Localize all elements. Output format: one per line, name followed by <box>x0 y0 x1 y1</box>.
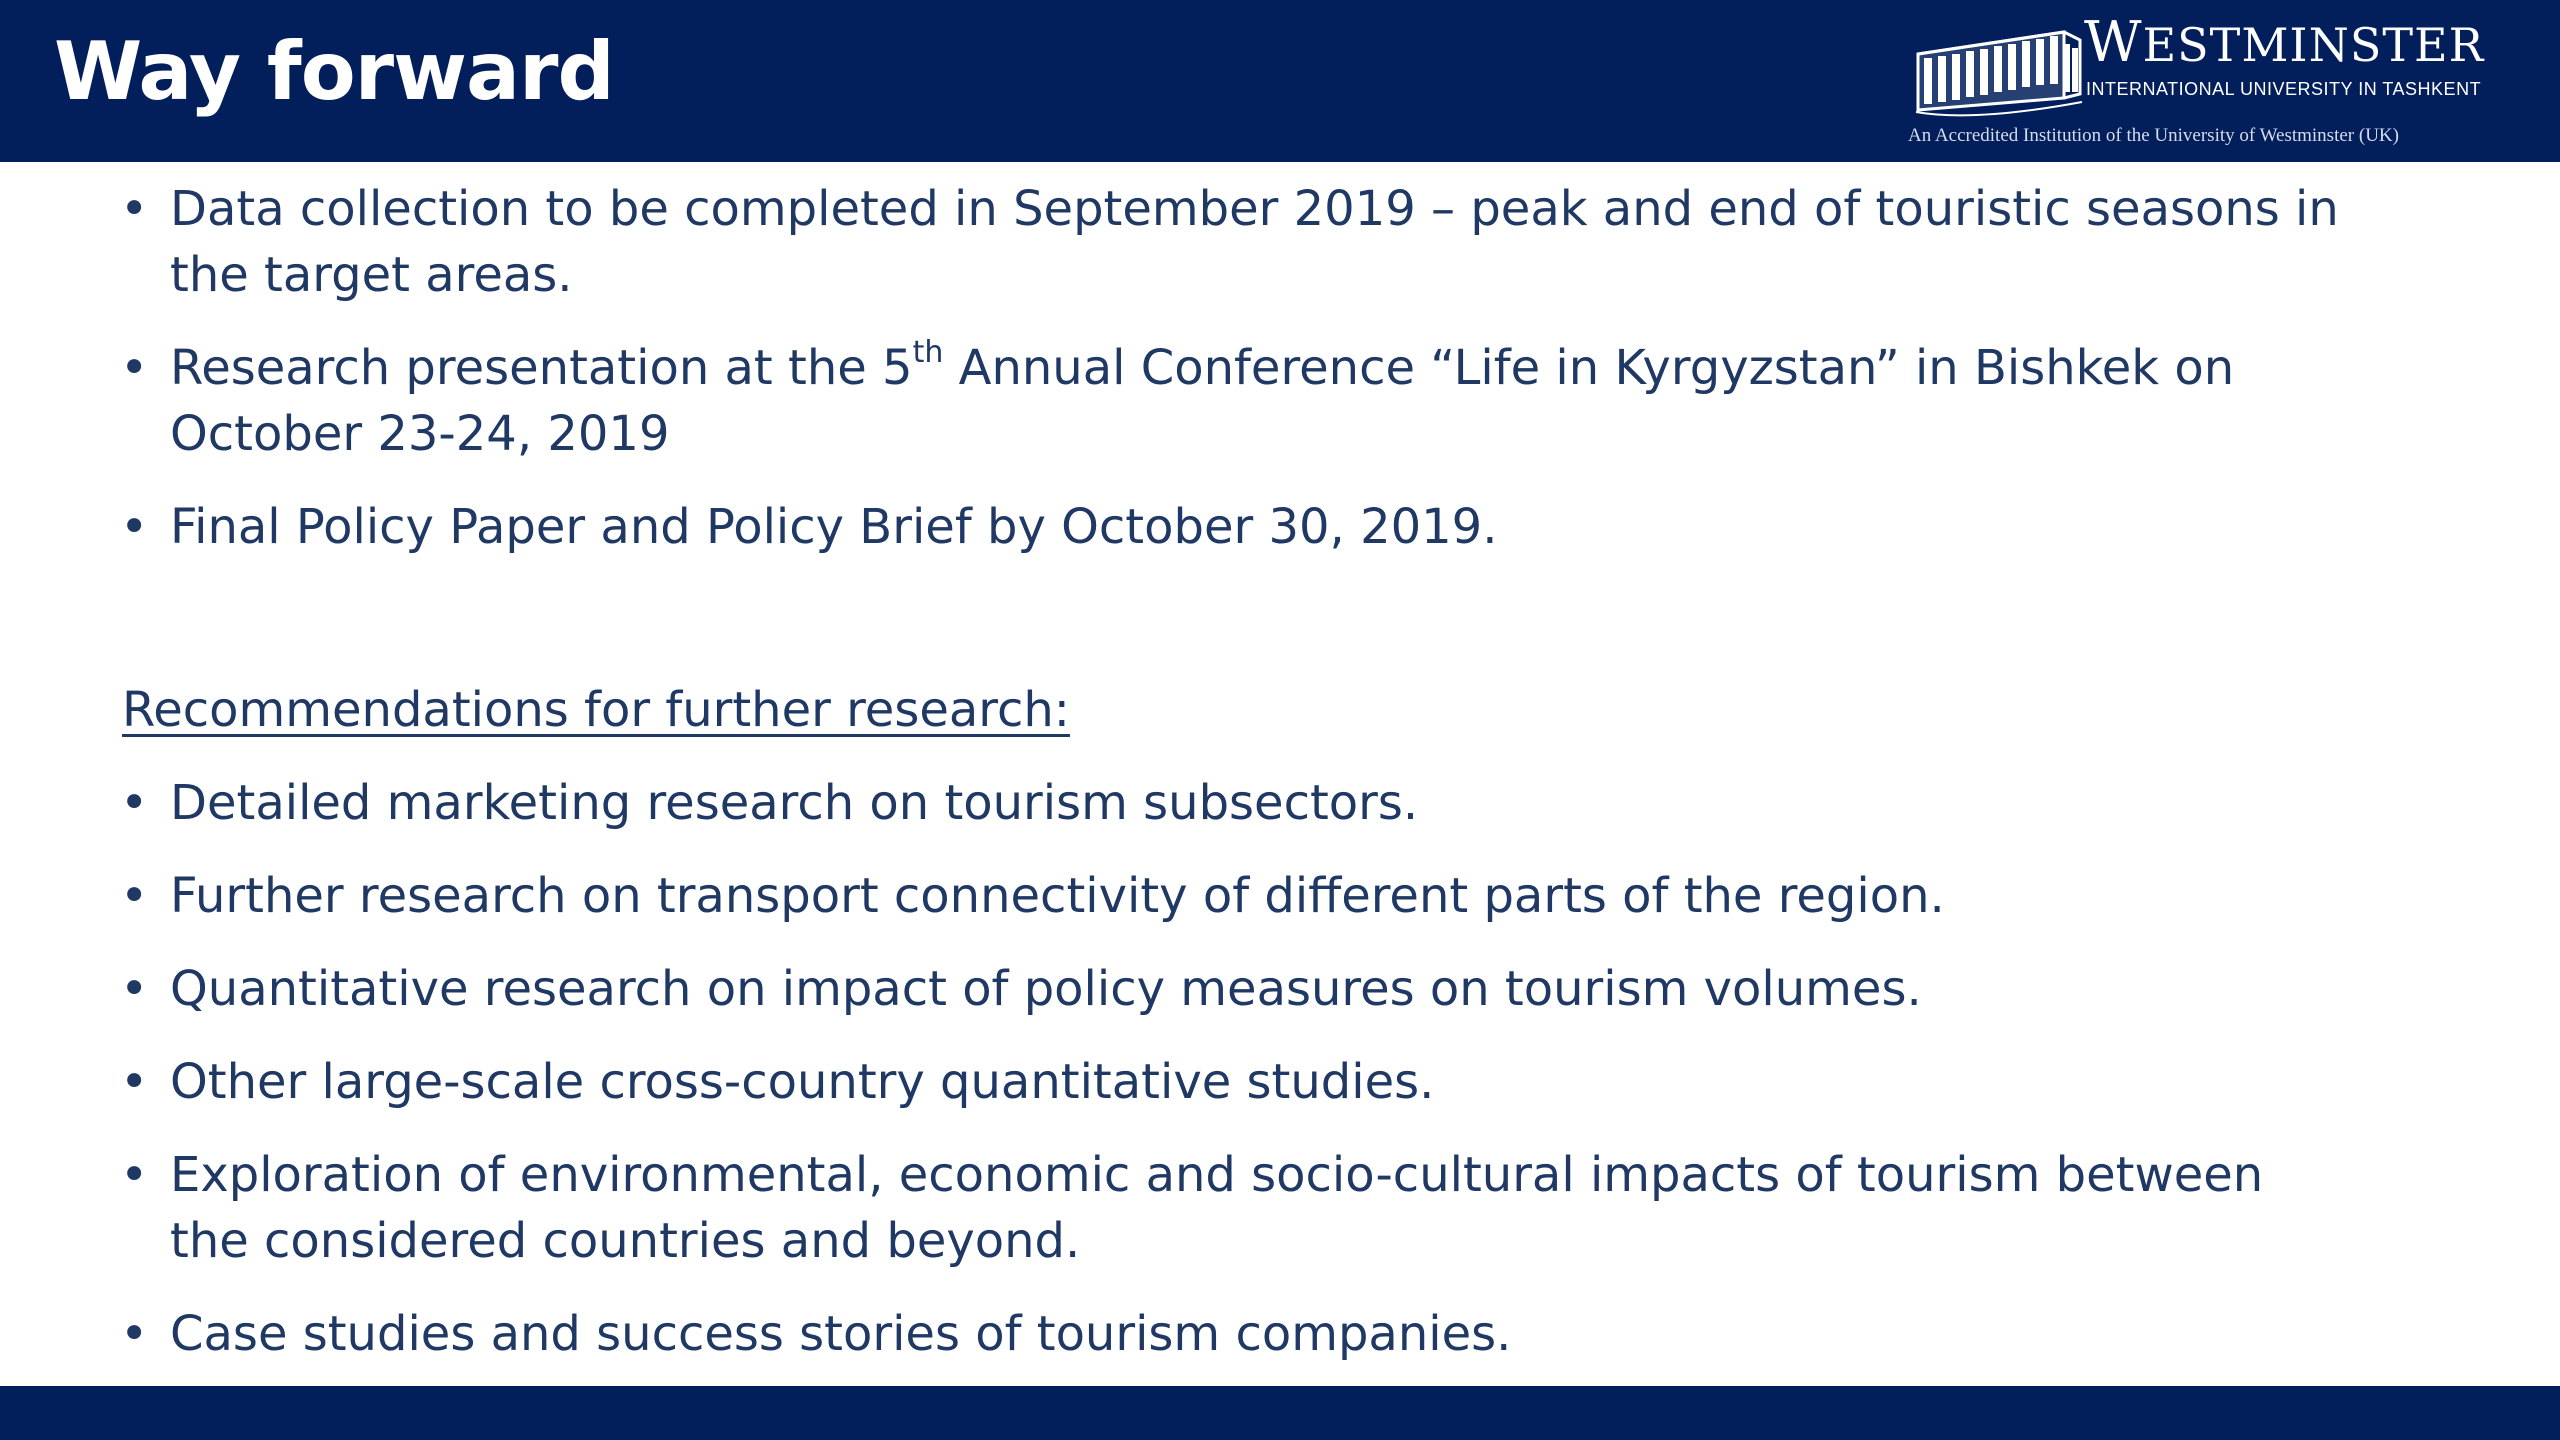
list-item-line1: Case studies and success stories of tourism companies. <box>170 1306 1512 1362</box>
bullet: • <box>120 1147 149 1203</box>
list-item <box>120 863 2420 929</box>
recommendations-heading: Recommendations for further research: <box>122 682 1070 738</box>
logo-name-rest: ESTMINSTER <box>2142 18 2485 72</box>
list-item-line1: Further research on transport connectivity of different parts of the region. <box>170 868 1945 924</box>
bullet: • <box>120 499 149 555</box>
list-item <box>120 956 2420 1022</box>
list-item <box>120 176 2420 308</box>
list-item-line1 <box>170 335 2420 401</box>
list-item-line1: Data collection to be completed in September 2019 – peak and end of touristic seasons in <box>170 181 2339 237</box>
bullet: • <box>120 868 149 924</box>
logo-subtitle: INTERNATIONAL UNIVERSITY IN TASHKENT <box>2086 79 2482 99</box>
list-item <box>120 335 2420 467</box>
list-item-line2: October 23-24, 2019 <box>170 406 670 462</box>
list-item <box>120 770 2420 836</box>
bullet: • <box>120 775 149 831</box>
bullet: • <box>120 340 149 396</box>
list-item-line1: Quantitative research on impact of policy measures on tourism volumes. <box>170 961 1922 1017</box>
bullet: • <box>120 181 149 237</box>
logo-tagline: An Accredited Institution of the University of Westminster (UK) <box>1908 125 2399 146</box>
list-item <box>120 1049 2420 1115</box>
list-item-line2: the considered countries and beyond. <box>170 1213 1081 1269</box>
bullet: • <box>120 961 149 1017</box>
list-item-line1: Detailed marketing research on tourism subsectors. <box>170 775 1419 831</box>
list-item-line1: Final Policy Paper and Policy Brief by October 30, 2019. <box>170 499 1498 555</box>
list-item-line1: Other large-scale cross-country quantitative studies. <box>170 1054 1435 1110</box>
bullet: • <box>120 1306 149 1362</box>
list-item-text: Research presentation at the 5 <box>170 340 913 396</box>
slide-title: Way forward <box>54 25 614 118</box>
list-item <box>120 1142 2420 1274</box>
list-item <box>120 494 2420 560</box>
ordinal-superscript: th <box>912 335 944 370</box>
list-item-line1: Exploration of environmental, economic and socio-cultural impacts of tourism between <box>170 1147 2264 1203</box>
list-item-text: Annual Conference “Life in Kyrgyzstan” in Bishkek on <box>943 340 2235 396</box>
logo-initial: W <box>2084 10 2143 75</box>
slide-footer-bar <box>0 1386 2560 1440</box>
list-item <box>120 1301 2420 1367</box>
bullet: • <box>120 1054 149 1110</box>
list-item-line2: the target areas. <box>170 247 573 303</box>
